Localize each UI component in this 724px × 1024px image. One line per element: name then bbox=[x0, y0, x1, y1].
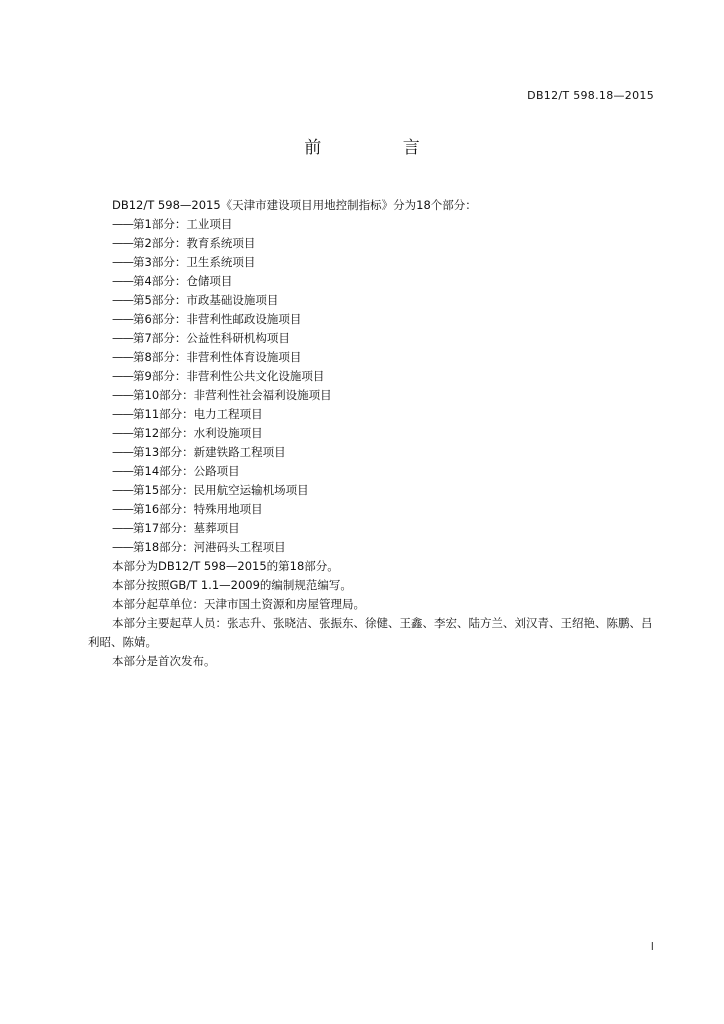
dash-marker: —— bbox=[112, 369, 133, 383]
part-label: 第1部分：工业项目 bbox=[133, 217, 233, 231]
dash-marker: —— bbox=[112, 445, 133, 459]
part-label: 第13部分：新建铁路工程项目 bbox=[133, 445, 286, 459]
dash-marker: —— bbox=[112, 331, 133, 345]
list-item bbox=[88, 367, 658, 386]
first-release-paragraph: 本部分是首次发布。 bbox=[112, 654, 216, 668]
foreword-body bbox=[88, 196, 658, 671]
drafting-unit-paragraph: 本部分起草单位：天津市国土资源和房屋管理局。 bbox=[112, 597, 365, 611]
dash-marker: —— bbox=[112, 350, 133, 364]
list-item bbox=[88, 424, 658, 443]
part-label: 第6部分：非营利性邮政设施项目 bbox=[133, 312, 302, 326]
list-item bbox=[88, 310, 658, 329]
list-item bbox=[88, 291, 658, 310]
part-label: 第16部分：特殊用地项目 bbox=[133, 502, 263, 516]
list-item bbox=[88, 538, 658, 557]
dash-marker: —— bbox=[112, 540, 133, 554]
part-label: 第4部分：仓储项目 bbox=[133, 274, 233, 288]
dash-marker: —— bbox=[112, 388, 133, 402]
list-item bbox=[88, 405, 658, 424]
part-label: 第5部分：市政基础设施项目 bbox=[133, 293, 279, 307]
part-label: 第7部分：公益性科研机构项目 bbox=[133, 331, 290, 345]
dash-marker: —— bbox=[112, 502, 133, 516]
dash-marker: —— bbox=[112, 483, 133, 497]
document-code: DB12/T 598.18—2015 bbox=[527, 89, 654, 102]
part-label: 第3部分：卫生系统项目 bbox=[133, 255, 256, 269]
list-item bbox=[88, 386, 658, 405]
parts-list bbox=[88, 215, 658, 557]
part-label: 第14部分：公路项目 bbox=[133, 464, 240, 478]
dash-marker: —— bbox=[112, 521, 133, 535]
list-item bbox=[88, 329, 658, 348]
part-label: 第15部分：民用航空运输机场项目 bbox=[133, 483, 309, 497]
part-label: 第8部分：非营利性体育设施项目 bbox=[133, 350, 302, 364]
this-part-paragraph: 本部分为DB12/T 598—2015的第18部分。 bbox=[112, 559, 339, 573]
dash-marker: —— bbox=[112, 293, 133, 307]
drafting-rules-paragraph: 本部分按照GB/T 1.1—2009的编制规范编写。 bbox=[112, 578, 352, 592]
page-title: 前 言 bbox=[304, 138, 458, 158]
dash-marker: —— bbox=[112, 464, 133, 478]
drafters-paragraph: 本部分主要起草人员：张志升、张晓洁、张振东、徐健、王鑫、李宏、陆方兰、刘汉青、王绍艳、陈鹏、吕利昭、陈婧。 bbox=[88, 616, 653, 649]
dash-marker: —— bbox=[112, 407, 133, 421]
list-item bbox=[88, 462, 658, 481]
dash-marker: —— bbox=[112, 274, 133, 288]
list-item bbox=[88, 215, 658, 234]
dash-marker: —— bbox=[112, 312, 133, 326]
list-item bbox=[88, 500, 658, 519]
part-label: 第18部分：河港码头工程项目 bbox=[133, 540, 286, 554]
part-label: 第9部分：非营利性公共文化设施项目 bbox=[133, 369, 325, 383]
part-label: 第17部分：墓葬项目 bbox=[133, 521, 240, 535]
dash-marker: —— bbox=[112, 217, 133, 231]
list-item bbox=[88, 443, 658, 462]
list-item bbox=[88, 253, 658, 272]
part-label: 第11部分：电力工程项目 bbox=[133, 407, 263, 421]
dash-marker: —— bbox=[112, 236, 133, 250]
list-item bbox=[88, 234, 658, 253]
list-item bbox=[88, 481, 658, 500]
list-item bbox=[88, 272, 658, 291]
dash-marker: —— bbox=[112, 255, 133, 269]
dash-marker: —— bbox=[112, 426, 133, 440]
page-number: I bbox=[650, 940, 654, 953]
list-item bbox=[88, 348, 658, 367]
intro-paragraph: DB12/T 598—2015《天津市建设项目用地控制指标》分为18个部分： bbox=[112, 198, 477, 212]
part-label: 第10部分：非营利性社会福利设施项目 bbox=[133, 388, 332, 402]
list-item bbox=[88, 519, 658, 538]
part-label: 第12部分：水利设施项目 bbox=[133, 426, 263, 440]
part-label: 第2部分：教育系统项目 bbox=[133, 236, 256, 250]
